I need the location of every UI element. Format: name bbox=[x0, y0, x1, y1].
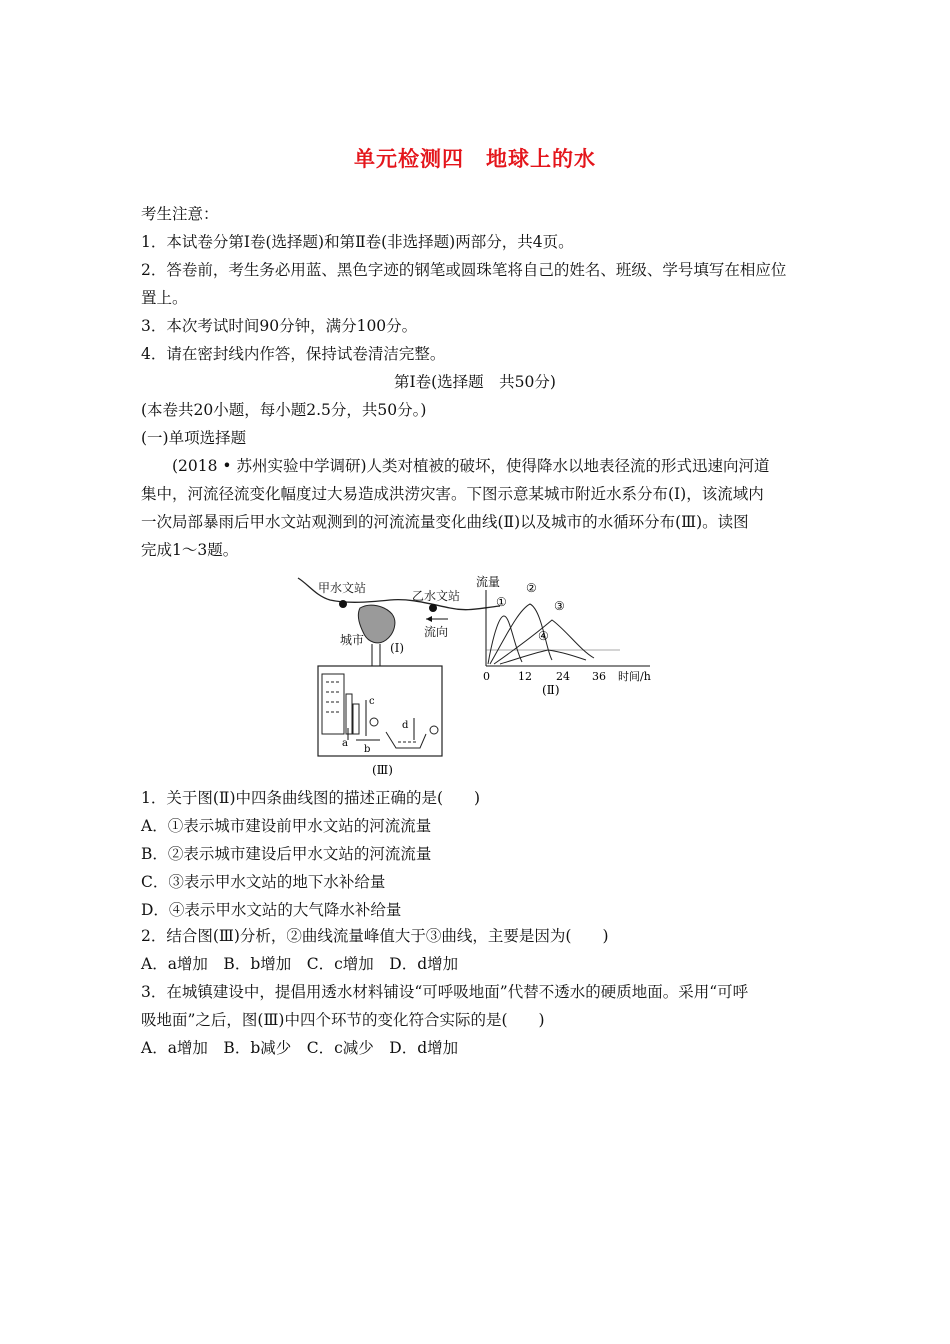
curve-label-3: ③ bbox=[554, 599, 565, 613]
section-title: 第Ⅰ卷(选择题 共50分) bbox=[394, 373, 556, 391]
curve-label-1: ① bbox=[496, 595, 507, 609]
part-heading: (一)单项选择题 bbox=[141, 429, 247, 447]
station-a-dot bbox=[339, 600, 347, 608]
option: A．①表示城市建设前甲水文站的河流流量 bbox=[141, 817, 432, 835]
notice-item: 4．请在密封线内作答，保持试卷清洁完整。 bbox=[141, 345, 446, 363]
map-label: (Ⅰ) bbox=[390, 641, 405, 655]
question-1-stem: 1．关于图(Ⅱ)中四条曲线图的描述正确的是( ) bbox=[141, 789, 481, 807]
graph-label: (Ⅱ) bbox=[542, 683, 560, 697]
city-label: 城市 bbox=[340, 633, 365, 647]
notice-heading: 考生注意： bbox=[141, 205, 219, 223]
option: B．②表示城市建设后甲水文站的河流流量 bbox=[141, 845, 432, 863]
cycle-frame bbox=[318, 666, 442, 756]
cycle-letter-a: a bbox=[342, 738, 348, 749]
section-note: (本卷共20小题，每小题2.5分，共50分。) bbox=[141, 401, 427, 419]
curve-4 bbox=[500, 650, 586, 664]
option: D．④表示甲水文站的大气降水补给量 bbox=[141, 901, 402, 919]
passage-line: 集中，河流径流变化幅度过大易造成洪涝灾害。下图示意某城市附近水系分布(Ⅰ)，该流域内 bbox=[141, 485, 764, 503]
notice-item: 1．本试卷分第Ⅰ卷(选择题)和第Ⅱ卷(非选择题)两部分，共4页。 bbox=[141, 233, 574, 251]
question-3-options: A．a增加 B．b减少 C．c减少 D．d增加 bbox=[141, 1039, 459, 1057]
tick-label: 12 bbox=[518, 670, 532, 683]
building bbox=[353, 704, 359, 734]
cycle-letter-b: b bbox=[364, 744, 371, 755]
graph-ylabel: 流量 bbox=[476, 575, 501, 589]
curve-label-4: ④ bbox=[538, 629, 549, 643]
question-3-stem: 3．在城镇建设中，提倡用透水材料铺设“可呼吸地面”代替不透水的硬质地面。采用“可呼 bbox=[141, 983, 749, 1001]
passage-line: 一次局部暴雨后甲水文站观测到的河流流量变化曲线(Ⅱ)以及城市的水循环分布(Ⅲ)。读图 bbox=[141, 513, 749, 531]
passage-line: (2018 • 苏州实验中学调研)人类对植被的破坏，使得降水以地表径流的形式迅速向河道 bbox=[172, 457, 770, 475]
flow-graph bbox=[476, 574, 651, 697]
tick-label: 0 bbox=[483, 670, 490, 683]
page-title: 单元检测四 地球上的水 bbox=[354, 147, 596, 171]
flow-label: 流向 bbox=[424, 625, 449, 639]
cycle-letter-c: c bbox=[369, 696, 375, 707]
option: C．③表示甲水文站的地下水补给量 bbox=[141, 873, 386, 891]
tick-label: 36 bbox=[592, 670, 606, 683]
notice-item: 3．本次考试时间90分钟，满分100分。 bbox=[141, 317, 418, 335]
flow-arrowhead bbox=[426, 616, 432, 622]
notice-item: 2．答卷前，考生务必用蓝、黑色字迹的钢笔或圆珠笔将自己的姓名、班级、学号填写在相应位 bbox=[141, 261, 787, 279]
building bbox=[322, 674, 344, 734]
building bbox=[346, 694, 352, 734]
station-b-dot bbox=[429, 604, 437, 612]
figure bbox=[290, 570, 670, 784]
tick-label: 24 bbox=[556, 670, 570, 683]
cycle-letter-d: d bbox=[402, 720, 409, 731]
cycle-figure bbox=[318, 666, 442, 777]
curve-label-2: ② bbox=[526, 581, 537, 595]
station-b-label: 乙水文站 bbox=[412, 589, 461, 603]
river-channel bbox=[386, 732, 426, 748]
question-3-stem: 吸地面”之后，图(Ⅲ)中四个环节的变化符合实际的是( ) bbox=[141, 1011, 545, 1029]
question-2-options: A．a增加 B．b增加 C．c增加 D．d增加 bbox=[141, 955, 459, 973]
passage-line: 完成1～3题。 bbox=[141, 541, 239, 559]
map-figure bbox=[298, 578, 500, 666]
question-2-stem: 2．结合图(Ⅲ)分析，②曲线流量峰值大于③曲线，主要是因为( ) bbox=[141, 927, 609, 945]
graph-xlabel: 时间/h bbox=[618, 670, 651, 683]
station-a-label: 甲水文站 bbox=[318, 581, 367, 595]
tree-icon bbox=[430, 726, 438, 734]
notice-item: 置上。 bbox=[141, 289, 188, 307]
tree-icon bbox=[370, 718, 378, 726]
cycle-label: (Ⅲ) bbox=[372, 763, 393, 777]
